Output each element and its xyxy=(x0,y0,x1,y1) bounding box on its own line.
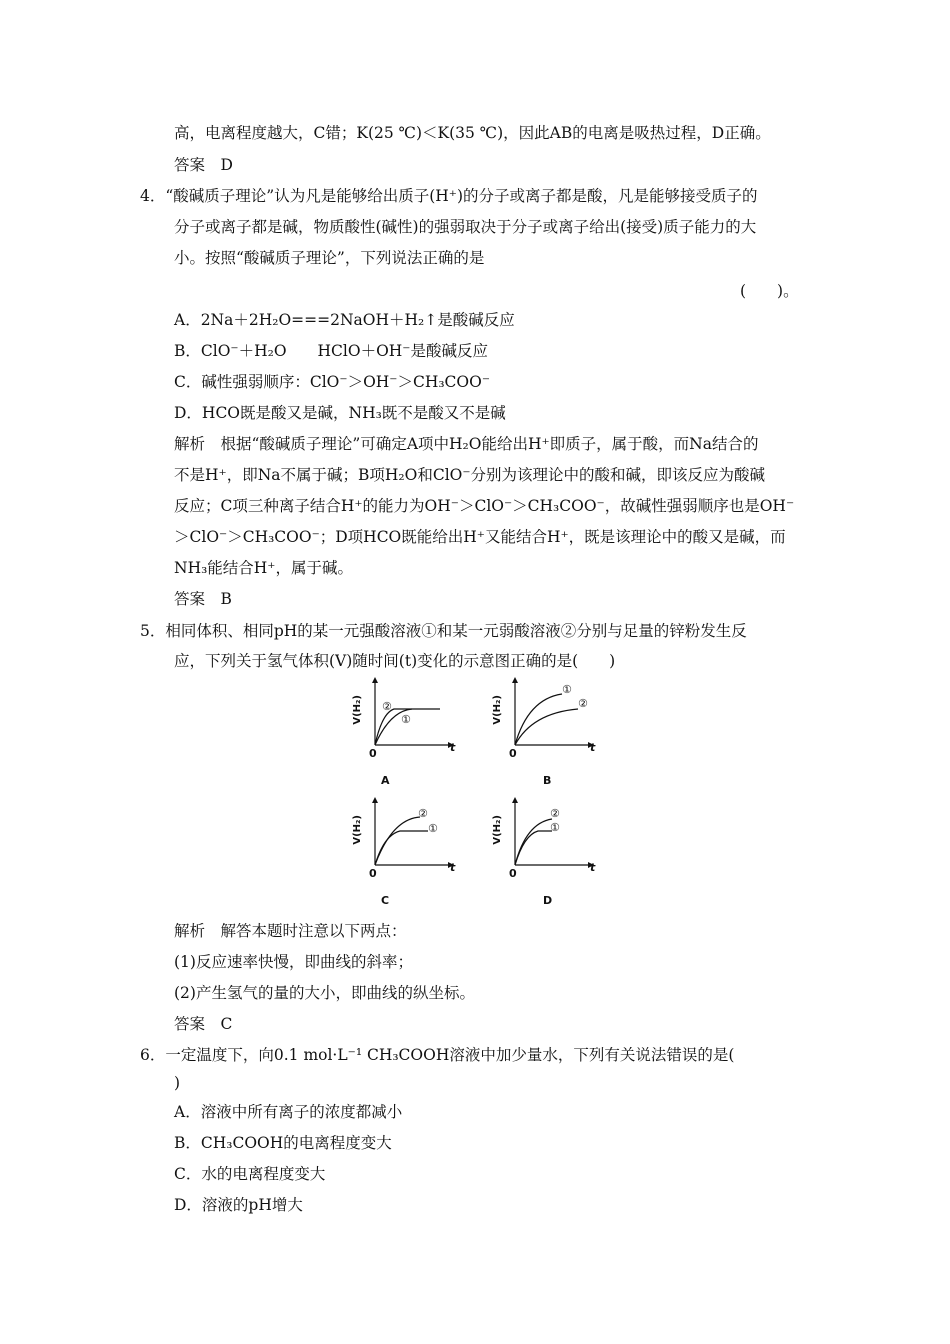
q4-option-b: B．ClO⁻＋H₂O HClO＋OH⁻是酸碱反应 xyxy=(174,342,488,360)
graph-b-axes xyxy=(490,675,600,765)
q4-analysis-line: 不是H⁺，即Na不属于碱；B项H₂O和ClO⁻分别为该理论中的酸和碱，即该反应为酸碱 xyxy=(174,466,766,484)
q4-option-a: A．2Na＋2H₂O===2NaOH＋H₂↑是酸碱反应 xyxy=(174,311,515,329)
origin-label: 0 xyxy=(369,747,377,760)
curve-1 xyxy=(515,694,562,745)
q4-analysis-line: ＞ClO⁻＞CH₃COO⁻；D项HCO既能给出H⁺又能结合H⁺，既是该理论中的酸又是碱，而 xyxy=(174,528,786,546)
q5-analysis-line: (2)产生氢气的量的大小，即曲线的纵坐标。 xyxy=(174,984,475,1002)
q6-option-d: D．溶液的pH增大 xyxy=(174,1196,303,1214)
y-axis-label: V(H₂) xyxy=(352,695,363,725)
curve-2-label: ② xyxy=(418,807,428,820)
graph-label: D xyxy=(543,894,553,907)
graph-label: B xyxy=(543,774,552,787)
q4-analysis-line: 解析 根据“酸碱质子理论”可确定A项中H₂O能给出H⁺即质子，属于酸，而Na结合的 xyxy=(174,435,759,453)
origin-label: 0 xyxy=(509,747,517,760)
graph-label: C xyxy=(381,894,390,907)
q3-answer: 答案 D xyxy=(174,156,233,174)
x-axis-label: t xyxy=(450,861,456,874)
curve-2-label: ② xyxy=(578,697,588,710)
graph-c-axes xyxy=(350,795,460,885)
curve-2-label: ② xyxy=(550,807,560,820)
q6-option-a: A．溶液中所有离子的浓度都减小 xyxy=(174,1103,403,1121)
x-axis-label: t xyxy=(590,861,596,874)
curve-1-label: ① xyxy=(550,821,560,834)
curve-2 xyxy=(515,709,578,745)
q5-analysis-line: (1)反应速率快慢，即曲线的斜率； xyxy=(174,953,413,971)
q4-answer-bracket: ( )。 xyxy=(740,282,799,300)
q5-stem-line2: 应，下列关于氢气体积(V)随时间(t)变化的示意图正确的是( ) xyxy=(174,652,616,670)
q4-analysis-line: NH₃能结合H⁺，属于碱。 xyxy=(174,559,353,577)
origin-label: 0 xyxy=(509,867,517,880)
q4-answer: 答案 B xyxy=(174,590,232,608)
q6-option-b: B．CH₃COOH的电离程度变大 xyxy=(174,1134,392,1152)
q4-option-c: C．碱性强弱顺序：ClO⁻＞OH⁻＞CH₃COO⁻ xyxy=(174,373,491,391)
graph-d xyxy=(490,795,600,915)
curve-2 xyxy=(375,817,420,865)
q4-option-d: D．HCO既是酸又是碱，NH₃既不是酸又不是碱 xyxy=(174,404,506,422)
y-axis-label: V(H₂) xyxy=(492,695,503,725)
graph-d-axes xyxy=(490,795,600,885)
q6-stem-line1: 6．一定温度下，向0.1 mol·L⁻¹ CH₃COOH溶液中加少量水，下列有关说法错误的是( xyxy=(140,1046,735,1064)
q5-stem-line1: 5．相同体积、相同pH的某一元强酸溶液①和某一元弱酸溶液②分别与足量的锌粉发生反 xyxy=(140,622,747,640)
q4-stem-line2: 分子或离子都是碱，物质酸性(碱性)的强弱取决于分子或离子给出(接受)质子能力的大 xyxy=(174,218,757,236)
y-axis-label: V(H₂) xyxy=(352,815,363,845)
origin-label: 0 xyxy=(369,867,377,880)
q4-analysis-line: 反应；C项三种离子结合H⁺的能力为OH⁻＞ClO⁻＞CH₃COO⁻，故碱性强弱顺序也是OH⁻ xyxy=(174,497,795,515)
curve-2-label: ② xyxy=(382,700,392,713)
graph-c xyxy=(350,795,460,915)
graph-b xyxy=(490,675,600,795)
q6-stem-line2: ) xyxy=(174,1074,181,1092)
curve-1-label: ① xyxy=(562,683,572,696)
y-axis-label: V(H₂) xyxy=(492,815,503,845)
q3-text-line: 高，电离程度越大，C错；K(25 ℃)＜K(35 ℃)，因此AB的电离是吸热过程，D正确。 xyxy=(174,124,771,142)
x-axis-label: t xyxy=(450,741,456,754)
x-axis-label: t xyxy=(590,741,596,754)
q4-stem-line3: 小。按照“酸碱质子理论”，下列说法正确的是 xyxy=(174,249,485,267)
q5-analysis-line: 解析 解答本题时注意以下两点： xyxy=(174,922,407,940)
graph-label: A xyxy=(381,774,390,787)
q5-answer: 答案 C xyxy=(174,1015,233,1033)
curve-2 xyxy=(515,819,552,865)
curve-1-label: ① xyxy=(428,822,438,835)
graph-a xyxy=(350,675,460,795)
q4-stem-line1: 4．“酸碱质子理论”认为凡是能够给出质子(H⁺)的分子或离子都是酸，凡是能够接受质子的 xyxy=(140,187,758,205)
q6-option-c: C．水的电离程度变大 xyxy=(174,1165,326,1183)
curve-1-label: ① xyxy=(401,713,411,726)
